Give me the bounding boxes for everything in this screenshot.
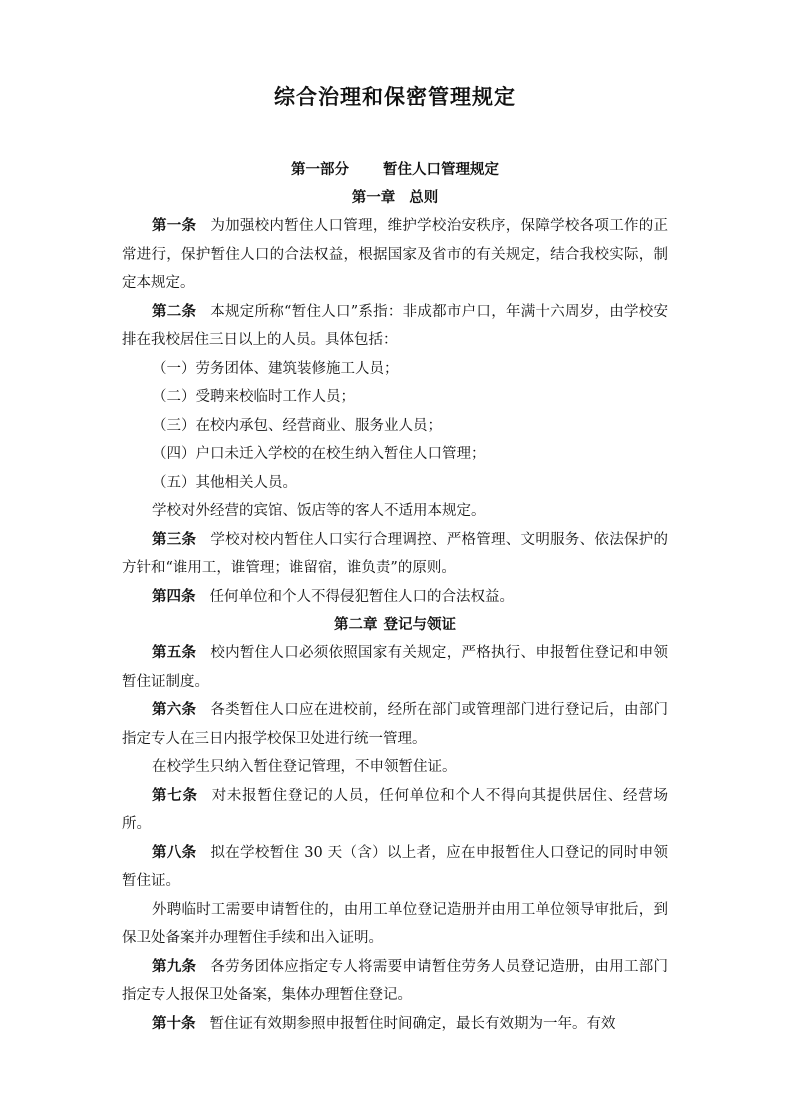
article-label: 第六条: [152, 702, 197, 718]
chapter-heading: [122, 611, 668, 639]
article: [122, 696, 668, 753]
article-label: 第五条: [152, 645, 197, 661]
article-text: 学校对校内暂住人口实行合理调控、严格管理、文明服务、依法保护的方针和“谁用工，谁管理；谁留宿，谁负责”的原则。: [122, 531, 669, 576]
article: [122, 212, 668, 298]
article-label: 第九条: [152, 958, 197, 975]
article: [122, 782, 668, 839]
article-text: 本规定所称“暂住人口”系指：非成都市户口，年满十六周岁，由学校安排在我校居住三日以上的人员。具体包括：: [122, 303, 668, 348]
chapter-label: 第一章: [351, 190, 396, 206]
article: [122, 639, 668, 696]
article-label: 第十条: [152, 1015, 196, 1032]
article-label: 第二条: [152, 303, 197, 320]
chapter-name: 总则: [409, 190, 439, 206]
article-label: 第四条: [152, 588, 196, 605]
chapter-label: 第二章: [334, 617, 378, 633]
article-text: 为加强校内暂住人口管理，维护学校治安秩序，保障学校各项工作的正常进行，保护暂住人口的合法权益，根据国家及省市的有关规定，结合我校实际，制定本规定。: [122, 218, 669, 291]
article-label: 第七条: [152, 787, 198, 804]
list-item: （二）受聘来校临时工作人员；: [152, 389, 355, 405]
chapter-heading: [122, 184, 668, 212]
article-text: 各劳务团体应指定专人将需要申请暂住劳务人员登记造册，由用工部门指定专人报保卫处备案，集体办理暂住登记。: [122, 958, 669, 1003]
article: [122, 1010, 668, 1039]
document-page: [122, 82, 668, 1038]
list-item: （四）户口未迁入学校的在校生纳入暂住人口管理；: [152, 446, 486, 462]
article: [122, 839, 668, 896]
article-label: 第三条: [152, 531, 197, 548]
part-name: 暂住人口管理规定: [383, 162, 499, 178]
article: [122, 953, 668, 1010]
article-text: 校内暂住人口必须依照国家有关规定，严格执行、申报暂住登记和申领暂住证制度。: [122, 645, 669, 690]
article: [122, 298, 668, 355]
article-label: 第八条: [152, 844, 197, 861]
part-label: 第一部分: [291, 162, 349, 178]
chapter-name: 登记与领证: [383, 617, 456, 633]
article-text: 任何单位和个人不得侵犯暂住人口的合法权益。: [209, 588, 514, 605]
document-title: 综合治理和保密管理规定: [274, 85, 516, 109]
article-text: 各类暂住人口应在进校前，经所在部门或管理部门进行登记后，由部门指定专人在三日内报学校保卫处进行统一管理。: [122, 702, 669, 747]
list-item: （三）在校内承包、经营商业、服务业人员；: [152, 417, 442, 434]
article-note: 学校对外经营的宾馆、饭店等的客人不适用本规定。: [152, 503, 486, 519]
article-text: 暂住证有效期参照申报暂住时间确定，最长有效期为一年。有效: [209, 1015, 616, 1032]
article-note: 外聘临时工需要申请暂住的，由用工单位登记造册并由用工单位领导审批后，到保卫处备案并办理暂住手续和出入证明。: [122, 901, 668, 946]
part-heading: [122, 156, 668, 184]
article-text: 拟在学校暂住 30 天（含）以上者，应在申报暂住人口登记的同时申领暂住证。: [122, 844, 669, 889]
article-label: 第一条: [152, 218, 197, 234]
article: [122, 583, 668, 612]
list-item: （一）劳务团体、建筑装修施工人员；: [152, 360, 399, 377]
article-note: 在校学生只纳入暂住登记管理，不申领暂住证。: [152, 759, 457, 775]
article-text: 对未报暂住登记的人员，任何单位和个人不得向其提供居住、经营场所。: [122, 787, 668, 832]
list-item: （五）其他相关人员。: [152, 474, 297, 491]
article: [122, 526, 668, 583]
